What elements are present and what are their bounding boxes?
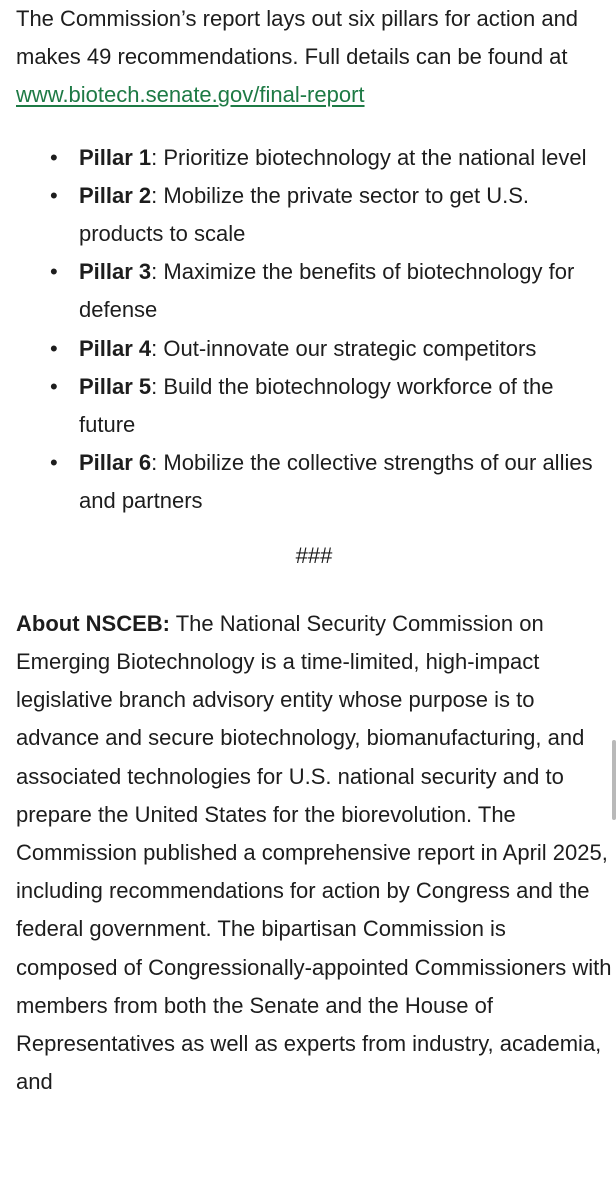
list-item (50, 139, 612, 177)
pillar-text: : Maximize the benefits of biotechnology for defense (79, 259, 575, 323)
pillar-text: : Mobilize the collective strengths of our allies and partners (79, 450, 593, 514)
bullet-icon: • (50, 259, 58, 285)
bullet-icon: • (50, 182, 58, 208)
pillar-text: : Prioritize biotechnology at the national level (151, 144, 587, 170)
pillar-label: Pillar 6 (79, 450, 152, 476)
list-item (50, 330, 612, 368)
section-divider: ### (295, 542, 333, 568)
list-item (50, 177, 612, 253)
intro-paragraph (16, 0, 612, 115)
pillar-text: : Build the biotechnology workforce of the future (79, 373, 554, 438)
list-item (50, 444, 612, 520)
bullet-icon: • (50, 373, 58, 399)
bullet-icon: • (50, 450, 58, 476)
scrollbar-thumb[interactable] (612, 740, 616, 820)
pillar-text: : Mobilize the private sector to get U.S. products to scale (79, 182, 529, 247)
intro-text: The Commission’s report lays out six pillars for action and makes 49 recommendations. Full details can be found at (16, 6, 579, 70)
about-text: The National Security Commission on Emerging Biotechnology is a time-limited, high-impact legislative branch advisory entity whose purpose is to advance and secure biotechnology, biomanufacturing, and associated technologies for U.S. national security and to prepare the United States for the biorevolution. The Commission published a comprehensive report in April 2025, including recommendations for action by Congress and the federal government. The bipartisan Commission is composed of Congressionally-appointed Commissioners with members from both the Senate and the House of Representatives as well as experts from industry, academia, and (16, 610, 612, 1095)
bullet-icon: • (50, 335, 58, 361)
pillar-label: Pillar 1 (79, 144, 152, 170)
pillars-list (16, 139, 612, 521)
pillar-label: Pillar 4 (79, 335, 152, 361)
list-item (50, 368, 612, 444)
final-report-link[interactable]: www.biotech.senate.gov/final-report (16, 82, 365, 108)
pillar-label: Pillar 3 (79, 259, 152, 285)
article-body (16, 0, 612, 1101)
pillar-label: Pillar 2 (79, 182, 152, 208)
bullet-icon: • (50, 144, 58, 170)
list-item (50, 253, 612, 329)
about-paragraph (16, 605, 612, 1102)
pillar-text: : Out-innovate our strategic competitors (151, 335, 537, 361)
pillar-label: Pillar 5 (79, 373, 152, 399)
about-label: About NSCEB: (16, 610, 170, 636)
